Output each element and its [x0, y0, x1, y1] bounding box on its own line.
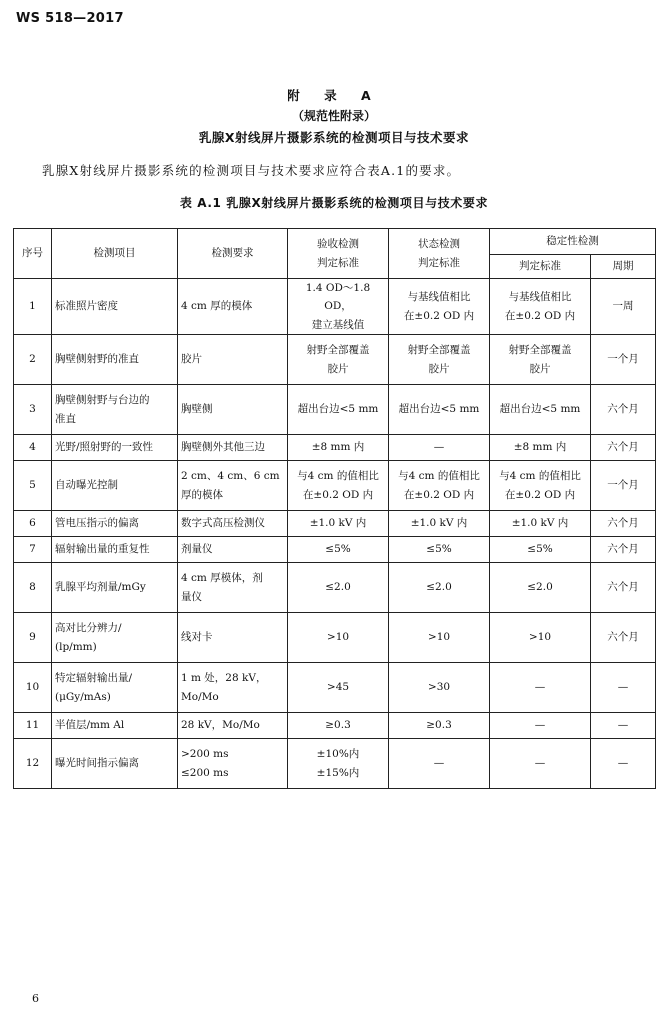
cell-requirement: [178, 335, 288, 385]
cell-period: 六个月: [591, 613, 656, 663]
table-row: [14, 279, 656, 335]
cell-stability-line: 射野全部覆盖: [508, 344, 572, 357]
cell-item-line: 管电压指示的偏离: [55, 517, 139, 530]
cell-item: [52, 663, 178, 713]
cell-period: 六个月: [591, 537, 656, 563]
cell-stability: [490, 713, 591, 739]
cell-stability-line: 胶片: [529, 362, 551, 375]
cell-item: [52, 461, 178, 511]
cell-acceptance: [288, 537, 389, 563]
cell-status-line: ≤5%: [426, 543, 452, 556]
cell-period: 六个月: [591, 511, 656, 537]
cell-status: [389, 563, 490, 613]
cell-status: [389, 385, 490, 435]
cell-seq: 3: [14, 385, 52, 435]
cell-status-line: 与4 cm 的值相比: [398, 470, 480, 483]
cell-stability: [490, 385, 591, 435]
cell-status-line: 超出台边<5 mm: [398, 403, 480, 416]
cell-stability: [490, 663, 591, 713]
table-row: [14, 335, 656, 385]
cell-acceptance-line: ±1.0 kV 内: [309, 517, 367, 530]
cell-stability-line: —: [534, 757, 546, 770]
table-row: [14, 613, 656, 663]
cell-stability: [490, 335, 591, 385]
cell-stability-line: ≤5%: [527, 543, 553, 556]
cell-requirement-line: 数字式高压检测仪: [181, 517, 265, 530]
page-number: 6: [32, 992, 39, 1005]
cell-requirement: [178, 385, 288, 435]
cell-status-line: 胶片: [428, 362, 450, 375]
cell-requirement: [178, 537, 288, 563]
cell-requirement: [178, 279, 288, 335]
cell-acceptance-line: 在±0.2 OD 内: [302, 488, 374, 501]
cell-status-line: —: [433, 441, 445, 454]
cell-stability-line: —: [534, 681, 546, 694]
cell-requirement-line: Mo/Mo: [181, 690, 219, 703]
cell-requirement-line: 1 m 处，28 kV，: [181, 672, 267, 685]
table-row: [14, 435, 656, 461]
cell-status-line: 与基线值相比: [407, 291, 471, 304]
cell-requirement-line: 剂量仪: [181, 543, 213, 556]
cell-requirement-line: 胸壁侧: [181, 403, 213, 416]
cell-stability: [490, 613, 591, 663]
cell-status-line: ±1.0 kV 内: [410, 517, 468, 530]
table-caption: 表 A.1 乳腺X射线屏片摄影系统的检测项目与技术要求: [179, 196, 489, 210]
header-status-line1: 状态检测: [418, 238, 460, 251]
cell-requirement: [178, 461, 288, 511]
cell-requirement: [178, 739, 288, 789]
cell-requirement-line: 胸壁侧外其他三边: [181, 441, 265, 454]
cell-item-line: 辐射输出量的重复性: [55, 543, 150, 556]
cell-status: [389, 739, 490, 789]
cell-stability: [490, 563, 591, 613]
cell-acceptance-line: 与4 cm 的值相比: [297, 470, 379, 483]
cell-item-line: 曝光时间指示偏离: [55, 757, 139, 770]
cell-acceptance: [288, 335, 389, 385]
cell-status: [389, 461, 490, 511]
cell-status: [389, 335, 490, 385]
table-header: [14, 229, 656, 279]
cell-item: [52, 739, 178, 789]
cell-acceptance-line: 超出台边<5 mm: [297, 403, 379, 416]
cell-item-line: 胸壁侧射野与台边的: [55, 394, 150, 407]
cell-period: 六个月: [591, 385, 656, 435]
header-status: [389, 229, 490, 279]
cell-requirement-line: 线对卡: [181, 631, 213, 644]
cell-acceptance-line: 建立基线值: [311, 318, 365, 331]
header-status-line2: 判定标准: [418, 256, 460, 269]
cell-stability: [490, 461, 591, 511]
cell-status: [389, 279, 490, 335]
cell-stability-line: 在±0.2 OD 内: [504, 309, 576, 322]
cell-item-line: 半值层/mm Al: [55, 719, 125, 732]
appendix-subject: 乳腺X射线屏片摄影系统的检测项目与技术要求: [198, 130, 470, 145]
cell-item-line: 高对比分辨力/: [55, 622, 122, 635]
cell-requirement-line: 厚的模体: [181, 488, 223, 501]
cell-item: [52, 563, 178, 613]
cell-acceptance-line: ≤5%: [325, 543, 351, 556]
cell-acceptance: [288, 739, 389, 789]
cell-acceptance-line: 1.4 OD～1.8 OD，: [305, 282, 371, 313]
cell-stability: [490, 537, 591, 563]
cell-period: 一个月: [591, 335, 656, 385]
cell-requirement-line: 2 cm、4 cm、6 cm: [181, 470, 280, 483]
cell-acceptance-line: ±8 mm 内: [311, 441, 365, 454]
cell-acceptance: [288, 563, 389, 613]
cell-stability-line: 与基线值相比: [508, 291, 572, 304]
header-acceptance-line1: 验收检测: [317, 238, 359, 251]
cell-status-line: —: [433, 757, 445, 770]
cell-status: [389, 435, 490, 461]
cell-item-line: 乳腺平均剂量/mGy: [55, 581, 146, 594]
cell-acceptance: [288, 435, 389, 461]
cell-seq: 9: [14, 613, 52, 663]
cell-stability-line: —: [534, 719, 546, 732]
cell-item: [52, 385, 178, 435]
cell-stability-line: ≤2.0: [527, 581, 553, 594]
header-requirement: 检测要求: [178, 229, 288, 279]
cell-item: [52, 511, 178, 537]
header-stability: 稳定性检测: [490, 229, 656, 255]
table-row: [14, 563, 656, 613]
cell-requirement: [178, 713, 288, 739]
cell-requirement-line: >200 ms: [181, 748, 229, 761]
cell-item: [52, 335, 178, 385]
cell-requirement: [178, 511, 288, 537]
cell-item-line: 光野/照射野的一致性: [55, 441, 154, 454]
cell-stability-line: 超出台边<5 mm: [499, 403, 581, 416]
table-row: [14, 713, 656, 739]
cell-acceptance: [288, 279, 389, 335]
cell-stability-line: ±1.0 kV 内: [511, 517, 569, 530]
cell-stability-line: 在±0.2 OD 内: [504, 488, 576, 501]
cell-item: [52, 435, 178, 461]
cell-requirement: [178, 435, 288, 461]
cell-stability: [490, 435, 591, 461]
header-period: 周期: [591, 255, 656, 279]
intro-paragraph: 乳腺X射线屏片摄影系统的检测项目与技术要求应符合表A.1的要求。: [42, 163, 461, 178]
cell-acceptance-line: ±10%内: [316, 748, 360, 761]
cell-status: [389, 713, 490, 739]
cell-stability: [490, 511, 591, 537]
header-item: 检测项目: [52, 229, 178, 279]
cell-acceptance-line: 射野全部覆盖: [306, 344, 370, 357]
cell-acceptance-line: >10: [326, 631, 350, 644]
cell-acceptance-line: ≥0.3: [325, 719, 351, 732]
cell-status: [389, 537, 490, 563]
cell-requirement: [178, 663, 288, 713]
cell-status-line: ≤2.0: [426, 581, 452, 594]
cell-acceptance-line: ≤2.0: [325, 581, 351, 594]
cell-acceptance: [288, 461, 389, 511]
cell-item-line: 胸壁侧射野的准直: [55, 353, 139, 366]
cell-requirement-line: ≤200 ms: [181, 766, 229, 779]
cell-seq: 2: [14, 335, 52, 385]
cell-item: [52, 713, 178, 739]
cell-status-line: 在±0.2 OD 内: [403, 488, 475, 501]
cell-status: [389, 663, 490, 713]
header-seq: 序号: [14, 229, 52, 279]
cell-stability-line: >10: [528, 631, 552, 644]
appendix-type: （规范性附录）: [291, 109, 376, 123]
cell-requirement-line: 4 cm 厚模体，剂: [181, 572, 263, 585]
cell-acceptance-line: >45: [326, 681, 350, 694]
header-stability-criterion: 判定标准: [490, 255, 591, 279]
cell-period: 六个月: [591, 435, 656, 461]
cell-requirement-line: 4 cm 厚的模体: [181, 300, 253, 313]
cell-status-line: 在±0.2 OD 内: [403, 309, 475, 322]
cell-seq: 12: [14, 739, 52, 789]
table-body: [14, 279, 656, 789]
cell-item-line: 自动曝光控制: [55, 479, 118, 492]
cell-stability-line: ±8 mm 内: [513, 441, 567, 454]
cell-requirement-line: 量仪: [181, 590, 202, 603]
cell-acceptance: [288, 385, 389, 435]
cell-acceptance-line: ±15%内: [316, 766, 360, 779]
cell-period: —: [591, 663, 656, 713]
cell-stability: [490, 739, 591, 789]
cell-status-line: >10: [427, 631, 451, 644]
cell-item-line: 准直: [55, 412, 76, 425]
cell-acceptance: [288, 663, 389, 713]
cell-item-line: 特定辐射输出量/: [55, 672, 133, 685]
cell-status: [389, 511, 490, 537]
cell-status-line: >30: [427, 681, 451, 694]
cell-seq: 11: [14, 713, 52, 739]
header-acceptance-line2: 判定标准: [317, 256, 359, 269]
cell-period: —: [591, 713, 656, 739]
cell-acceptance: [288, 511, 389, 537]
cell-seq: 7: [14, 537, 52, 563]
cell-status-line: ≥0.3: [426, 719, 452, 732]
table-row: [14, 385, 656, 435]
cell-seq: 8: [14, 563, 52, 613]
cell-seq: 1: [14, 279, 52, 335]
cell-period: 六个月: [591, 563, 656, 613]
cell-status: [389, 613, 490, 663]
table-row: [14, 739, 656, 789]
cell-item-line: 标准照片密度: [55, 300, 118, 313]
cell-seq: 10: [14, 663, 52, 713]
cell-seq: 4: [14, 435, 52, 461]
cell-seq: 5: [14, 461, 52, 511]
table-row: [14, 461, 656, 511]
cell-period: —: [591, 739, 656, 789]
requirements-table: [13, 228, 656, 789]
cell-status-line: 射野全部覆盖: [407, 344, 471, 357]
cell-item: [52, 279, 178, 335]
cell-item-line: (lp/mm): [55, 640, 97, 653]
cell-stability-line: 与4 cm 的值相比: [499, 470, 581, 483]
cell-period: 一周: [591, 279, 656, 335]
table-row: [14, 537, 656, 563]
cell-requirement: [178, 563, 288, 613]
header-acceptance: [288, 229, 389, 279]
cell-requirement-line: 胶片: [181, 353, 202, 366]
cell-acceptance: [288, 713, 389, 739]
cell-seq: 6: [14, 511, 52, 537]
cell-requirement-line: 28 kV，Mo/Mo: [181, 719, 260, 732]
cell-item-line: (μGy/mAs): [55, 690, 111, 703]
cell-item: [52, 613, 178, 663]
cell-requirement: [178, 613, 288, 663]
cell-acceptance-line: 胶片: [327, 362, 349, 375]
table-row: [14, 663, 656, 713]
cell-acceptance: [288, 613, 389, 663]
appendix-title: 附 录 A: [287, 88, 381, 103]
cell-item: [52, 537, 178, 563]
cell-stability: [490, 279, 591, 335]
cell-period: 一个月: [591, 461, 656, 511]
table-row: [14, 511, 656, 537]
standard-code: WS 518—2017: [16, 11, 124, 26]
